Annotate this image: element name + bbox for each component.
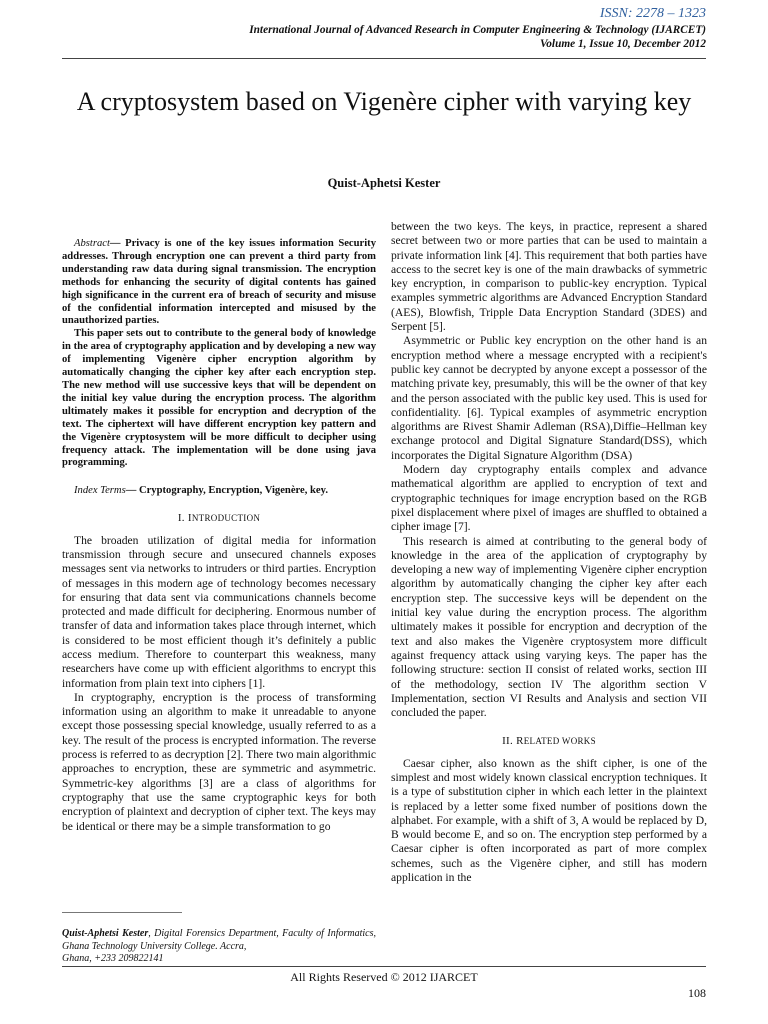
body-paragraph: Caesar cipher, also known as the shift cipher, is one of the simplest and most widely known classical encryption techniques. It is a type of substitution cipher in which each letter in the plaintext is replaced by a letter some fixed number of positions down the alphabet. For example, with a shift of 3, A would be replaced by D, B would become E, and so on. The encryption step performed by a Caesar cipher is often incorporated as part of more complex schemes, such as the Vigenère cipher, and still has modern application in the bbox=[391, 756, 707, 885]
section-initial: I bbox=[187, 512, 192, 525]
left-column bbox=[62, 220, 376, 968]
right-column bbox=[391, 220, 707, 970]
section-heading-related-works bbox=[391, 734, 707, 748]
body-paragraph: In cryptography, encryption is the process of transforming information using an algorithm to make it unreadable to anyone except those possessing special knowledge, usually referred to as a key. The result of the process is encrypted information. The reverse process is referred to as decryption [2]. There two main algorithmic approaches to encryption, these are symmetric and asymmetric. Symmetric-key algorithms [3] are a class of algorithms for cryptography that use the same cryptographic keys for both encryption of plaintext and decryption of cipher text. The keys may be identical or there may be a simple transformation to go bbox=[62, 690, 376, 833]
journal-name: International Journal of Advanced Research in Computer Engineering & Technology (IJARCET) bbox=[249, 24, 706, 36]
footnote-rule bbox=[62, 912, 182, 913]
paper-title: A cryptosystem based on Vigenère cipher with varying key bbox=[76, 87, 692, 116]
body-paragraph: Asymmetric or Public key encryption on the other hand is an encryption method where a message encrypted with a recipient's public key cannot be decrypted by anyone except a possessor of the matching private key, presumably, this will be the owner of that key and the person associated with the public key used. This is used for confidentiality. [6]. Typical examples of asymmetric encryption algorithms are Rivest Shamir Adleman (RSA),Diffie–Hellman key exchange protocol and Digital Signature Standard(DSS), which incorporates the Digital Signature Algorithm (DSA) bbox=[391, 334, 707, 462]
author-footnote bbox=[62, 928, 376, 966]
copyright-notice: All Rights Reserved © 2012 IJARCET bbox=[290, 970, 478, 984]
index-terms-label: Index Terms bbox=[74, 485, 126, 497]
header-rule bbox=[62, 58, 706, 59]
index-terms bbox=[62, 484, 376, 497]
author-name: Quist-Aphetsi Kester bbox=[327, 176, 441, 190]
index-terms-text: Cryptography, Encryption, Vigenère, key. bbox=[138, 485, 328, 497]
abstract-label: Abstract bbox=[74, 238, 110, 249]
abstract-dash: — bbox=[109, 238, 126, 249]
footer-rule bbox=[62, 966, 706, 967]
abstract-paragraph bbox=[62, 238, 376, 328]
body-paragraph: The broaden utilization of digital media for information transmission through secure and unsecured channels exposes messages sent via networks to intruders or third parties. Encryption of messages in this modern age of technology becomes necessary for ensuring that data sent via communications channels become protected and made difficult for deciphering. Enormous number of transfer of data and information takes place through internet, which is considered to be most efficient though it’s definitely a public access medium. Therefore to counterpart this weakness, many researchers have come up with efficient algorithms to encrypt this information from plain text into ciphers [1]. bbox=[62, 533, 376, 690]
issn-label: ISSN: 2278 – 1323 bbox=[599, 6, 706, 21]
footnote-phone: Ghana, +233 209822141 bbox=[62, 953, 164, 964]
section-initial: R bbox=[516, 735, 524, 748]
index-terms-dash: — bbox=[125, 485, 139, 497]
journal-volume: Volume 1, Issue 10, December 2012 bbox=[540, 37, 706, 50]
footnote-affiliation bbox=[62, 928, 376, 953]
section-number: I. bbox=[177, 512, 188, 525]
abstract-text: Privacy is one of the key issues information Security addresses. Through encryption one can prevent a third party from understanding raw data during signal transmission. The encryption methods for enhancing the security of digital contents has gained high significance in the current era of breach of security and misuse of the confidential information intercepted and misused by the unauthorized parties. bbox=[62, 238, 376, 327]
journal-header bbox=[249, 24, 706, 51]
section-number: II. bbox=[502, 735, 517, 748]
footnote-text: , Digital Forensics Department, Faculty of Informatics, Ghana Technology University College. Accra, bbox=[62, 928, 376, 952]
section-title: ELATED WORKS bbox=[523, 736, 596, 747]
abstract-paragraph-2: This paper sets out to contribute to the general body of knowledge in the area of cryptography application and by developing a new way of implementing Vigenère cipher encryption algorithm by automatically changing the cipher key after each encryption step. The new method will use successive keys that will be dependent on the initial key value during the encryption process. The algorithm ultimately makes it possible for encryption and decryption of the text. The ciphertext will have different encryption key pattern and the Vigenère cryptosystem will be more difficult to decipher using frequency attack. The implementation will be done using java programming. bbox=[62, 328, 376, 469]
body-paragraph: Modern day cryptography entails complex and advance mathematical algorithm are applied to encryption of text and cryptographic techniques for image encryption based on the RGB pixel displacement where pixel of images are shuffled to obtained a cipher image [7]. bbox=[391, 463, 707, 534]
section-title: NTRODUCTION bbox=[191, 513, 261, 524]
footnote-author: Quist-Aphetsi Kester bbox=[62, 928, 149, 939]
body-paragraph: This research is aimed at contributing to the general body of knowledge in the area of the application of cryptography by developing a new way of implementing Vigenère cipher encryption algorithm by automatically changing the cipher key after each encryption step. The successive keys will be dependent on the initial key value during the encryption process. The algorithm ultimately makes it possible for encryption and decryption of the text and also makes the Vigenère cryptosystem more difficult against frequency attack using varying keys. The paper has the following structure: section II consist of related works, section III of the methodology, section IV The algorithm section V Implementation, section VI Results and Analysis and section VII concluded the paper. bbox=[391, 534, 707, 720]
body-paragraph: between the two keys. The keys, in practice, represent a shared secret between two or more parties that can be used to maintain a private information link [4]. This requirement that both parties have access to the secret key is one of the main drawbacks of symmetric key encryption, in comparison to public-key encryption. Typical examples symmetric algorithms are Advanced Encryption Standard (AES), Blowfish, Tripple Data Encryption Standard (3DES) and Serpent [5]. bbox=[391, 220, 707, 334]
page-number: 108 bbox=[688, 986, 706, 1000]
section-heading-introduction bbox=[62, 511, 376, 525]
